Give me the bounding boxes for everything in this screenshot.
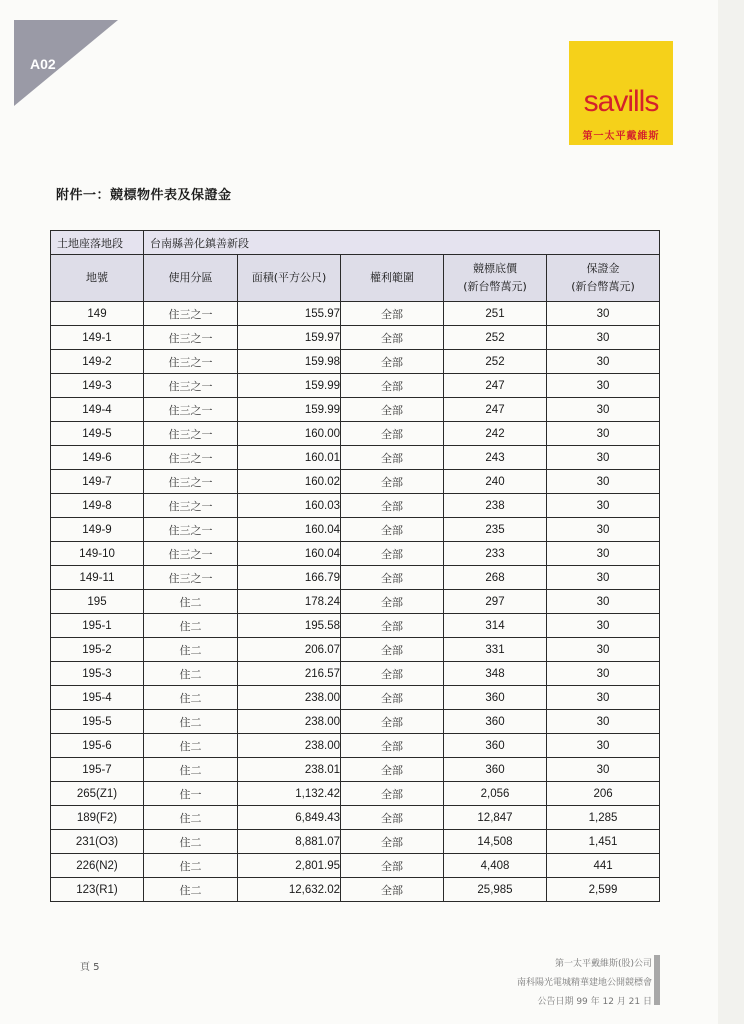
cell-deposit: 30	[547, 374, 660, 398]
cell-base-price: 360	[444, 758, 547, 782]
cell-base-price: 247	[444, 398, 547, 422]
cell-zoning: 住三之一	[144, 566, 238, 590]
table-row	[51, 614, 660, 638]
cell-area: 166.79	[238, 566, 341, 590]
cell-base-price: 247	[444, 374, 547, 398]
location-value: 台南縣善化鎮善新段	[144, 231, 660, 255]
cell-area: 159.97	[238, 326, 341, 350]
cell-area: 160.04	[238, 542, 341, 566]
cell-lot-number: 265(Z1)	[51, 782, 144, 806]
cell-lot-number: 226(N2)	[51, 854, 144, 878]
footer	[517, 955, 652, 1012]
table-row	[51, 590, 660, 614]
cell-lot-number: 149-4	[51, 398, 144, 422]
cell-rights-scope: 全部	[341, 350, 444, 374]
table-row	[51, 734, 660, 758]
cell-lot-number: 195-1	[51, 614, 144, 638]
cell-lot-number: 123(R1)	[51, 878, 144, 902]
cell-lot-number: 231(O3)	[51, 830, 144, 854]
cell-rights-scope: 全部	[341, 734, 444, 758]
cell-deposit: 30	[547, 398, 660, 422]
table-row	[51, 854, 660, 878]
cell-lot-number: 195	[51, 590, 144, 614]
cell-deposit: 30	[547, 686, 660, 710]
cell-base-price: 297	[444, 590, 547, 614]
cell-deposit: 30	[547, 446, 660, 470]
cell-deposit: 30	[547, 422, 660, 446]
table-row	[51, 542, 660, 566]
cell-area: 159.98	[238, 350, 341, 374]
cell-zoning: 住二	[144, 854, 238, 878]
cell-deposit: 30	[547, 350, 660, 374]
cell-rights-scope: 全部	[341, 710, 444, 734]
cell-area: 238.00	[238, 686, 341, 710]
cell-base-price: 233	[444, 542, 547, 566]
cell-area: 6,849.43	[238, 806, 341, 830]
cell-zoning: 住三之一	[144, 494, 238, 518]
cell-area: 160.01	[238, 446, 341, 470]
cell-area: 159.99	[238, 374, 341, 398]
savills-logo	[569, 41, 673, 145]
cell-rights-scope: 全部	[341, 470, 444, 494]
bid-table	[50, 230, 660, 902]
location-row	[51, 231, 660, 255]
cell-zoning: 住三之一	[144, 518, 238, 542]
table-row	[51, 638, 660, 662]
cell-lot-number: 195-7	[51, 758, 144, 782]
table-row	[51, 686, 660, 710]
cell-lot-number: 195-4	[51, 686, 144, 710]
cell-area: 12,632.02	[238, 878, 341, 902]
cell-rights-scope: 全部	[341, 782, 444, 806]
cell-deposit: 30	[547, 302, 660, 326]
cell-rights-scope: 全部	[341, 446, 444, 470]
table-row	[51, 566, 660, 590]
cell-base-price: 360	[444, 710, 547, 734]
table-row	[51, 830, 660, 854]
cell-rights-scope: 全部	[341, 590, 444, 614]
cell-zoning: 住二	[144, 758, 238, 782]
cell-area: 160.00	[238, 422, 341, 446]
cell-deposit: 2,599	[547, 878, 660, 902]
cell-deposit: 30	[547, 614, 660, 638]
cell-rights-scope: 全部	[341, 806, 444, 830]
cell-deposit: 30	[547, 758, 660, 782]
cell-rights-scope: 全部	[341, 830, 444, 854]
cell-lot-number: 149-1	[51, 326, 144, 350]
cell-deposit: 30	[547, 518, 660, 542]
cell-deposit: 441	[547, 854, 660, 878]
table-row	[51, 494, 660, 518]
cell-rights-scope: 全部	[341, 662, 444, 686]
cell-rights-scope: 全部	[341, 854, 444, 878]
cell-zoning: 住二	[144, 614, 238, 638]
cell-rights-scope: 全部	[341, 758, 444, 782]
cell-zoning: 住三之一	[144, 422, 238, 446]
cell-area: 2,801.95	[238, 854, 341, 878]
cell-deposit: 30	[547, 542, 660, 566]
logo-brand: savills	[583, 85, 659, 118]
cell-zoning: 住三之一	[144, 374, 238, 398]
cell-lot-number: 149-8	[51, 494, 144, 518]
cell-rights-scope: 全部	[341, 398, 444, 422]
cell-rights-scope: 全部	[341, 878, 444, 902]
table-row	[51, 710, 660, 734]
cell-base-price: 235	[444, 518, 547, 542]
header-area: 面積(平方公尺)	[238, 255, 341, 302]
cell-base-price: 360	[444, 686, 547, 710]
cell-rights-scope: 全部	[341, 566, 444, 590]
footer-bar	[654, 955, 660, 1005]
cell-area: 155.97	[238, 302, 341, 326]
table-row	[51, 350, 660, 374]
cell-rights-scope: 全部	[341, 614, 444, 638]
cell-lot-number: 149-5	[51, 422, 144, 446]
table-row	[51, 878, 660, 902]
cell-base-price: 252	[444, 350, 547, 374]
cell-base-price: 14,508	[444, 830, 547, 854]
cell-area: 160.04	[238, 518, 341, 542]
cell-area: 1,132.42	[238, 782, 341, 806]
cell-area: 178.24	[238, 590, 341, 614]
cell-base-price: 12,847	[444, 806, 547, 830]
footer-date: 公告日期 99 年 12 月 21 日	[537, 997, 652, 1007]
cell-lot-number: 149-2	[51, 350, 144, 374]
cell-zoning: 住二	[144, 830, 238, 854]
cell-base-price: 240	[444, 470, 547, 494]
cell-rights-scope: 全部	[341, 518, 444, 542]
table-row	[51, 422, 660, 446]
cell-area: 206.07	[238, 638, 341, 662]
cell-rights-scope: 全部	[341, 302, 444, 326]
table-row	[51, 326, 660, 350]
table-row	[51, 446, 660, 470]
table-row	[51, 398, 660, 422]
cell-base-price: 251	[444, 302, 547, 326]
cell-lot-number: 149	[51, 302, 144, 326]
cell-base-price: 252	[444, 326, 547, 350]
cell-zoning: 住二	[144, 662, 238, 686]
table-row	[51, 374, 660, 398]
cell-zoning: 住三之一	[144, 398, 238, 422]
cell-zoning: 住二	[144, 734, 238, 758]
header-deposit: 保證金 (新台幣萬元)	[547, 255, 660, 302]
page-edge	[718, 0, 744, 1024]
cell-lot-number: 149-11	[51, 566, 144, 590]
cell-lot-number: 149-3	[51, 374, 144, 398]
cell-rights-scope: 全部	[341, 686, 444, 710]
cell-lot-number: 189(F2)	[51, 806, 144, 830]
cell-base-price: 25,985	[444, 878, 547, 902]
table-row	[51, 806, 660, 830]
cell-deposit: 30	[547, 590, 660, 614]
cell-lot-number: 195-3	[51, 662, 144, 686]
cell-zoning: 住三之一	[144, 542, 238, 566]
cell-rights-scope: 全部	[341, 374, 444, 398]
cell-rights-scope: 全部	[341, 542, 444, 566]
cell-lot-number: 149-10	[51, 542, 144, 566]
cell-zoning: 住三之一	[144, 302, 238, 326]
table-row	[51, 302, 660, 326]
header-base-price: 競標底價 (新台幣萬元)	[444, 255, 547, 302]
cell-area: 160.02	[238, 470, 341, 494]
cell-deposit: 30	[547, 734, 660, 758]
cell-area: 216.57	[238, 662, 341, 686]
cell-area: 160.03	[238, 494, 341, 518]
cell-zoning: 住三之一	[144, 326, 238, 350]
cell-deposit: 30	[547, 710, 660, 734]
footer-company: 第一太平戴維斯(股)公司	[554, 959, 652, 969]
header-row	[51, 255, 660, 302]
cell-deposit: 30	[547, 662, 660, 686]
cell-zoning: 住二	[144, 686, 238, 710]
cell-rights-scope: 全部	[341, 326, 444, 350]
cell-lot-number: 195-2	[51, 638, 144, 662]
cell-base-price: 238	[444, 494, 547, 518]
table-row	[51, 518, 660, 542]
cell-area: 238.01	[238, 758, 341, 782]
cell-base-price: 360	[444, 734, 547, 758]
cell-deposit: 30	[547, 470, 660, 494]
cell-lot-number: 195-5	[51, 710, 144, 734]
cell-zoning: 住三之一	[144, 470, 238, 494]
cell-deposit: 1,285	[547, 806, 660, 830]
cell-base-price: 348	[444, 662, 547, 686]
table-row	[51, 662, 660, 686]
cell-area: 195.58	[238, 614, 341, 638]
cell-deposit: 206	[547, 782, 660, 806]
cell-lot-number: 149-9	[51, 518, 144, 542]
header-rights-scope: 權利範圍	[341, 255, 444, 302]
header-lot-number: 地號	[51, 255, 144, 302]
location-label: 土地座落地段	[51, 231, 144, 255]
table-row	[51, 782, 660, 806]
cell-lot-number: 149-7	[51, 470, 144, 494]
cell-base-price: 242	[444, 422, 547, 446]
cell-base-price: 268	[444, 566, 547, 590]
cell-deposit: 30	[547, 638, 660, 662]
corner-tag	[14, 20, 118, 106]
cell-base-price: 314	[444, 614, 547, 638]
document-title: 附件一：競標物件表及保證金	[56, 188, 232, 203]
cell-zoning: 住二	[144, 806, 238, 830]
cell-area: 238.00	[238, 734, 341, 758]
cell-rights-scope: 全部	[341, 638, 444, 662]
footer-event: 南科陽光電城精華建地公開競標會	[516, 978, 652, 988]
corner-tag-label: A02	[30, 56, 56, 72]
cell-zoning: 住二	[144, 878, 238, 902]
cell-zoning: 住三之一	[144, 350, 238, 374]
cell-base-price: 243	[444, 446, 547, 470]
cell-area: 159.99	[238, 398, 341, 422]
cell-deposit: 1,451	[547, 830, 660, 854]
cell-area: 8,881.07	[238, 830, 341, 854]
header-zoning: 使用分區	[144, 255, 238, 302]
logo-subtitle: 第一太平戴維斯	[582, 131, 660, 142]
cell-rights-scope: 全部	[341, 422, 444, 446]
table-row	[51, 758, 660, 782]
cell-rights-scope: 全部	[341, 494, 444, 518]
cell-base-price: 331	[444, 638, 547, 662]
cell-base-price: 4,408	[444, 854, 547, 878]
cell-zoning: 住二	[144, 638, 238, 662]
cell-base-price: 2,056	[444, 782, 547, 806]
cell-lot-number: 195-6	[51, 734, 144, 758]
cell-deposit: 30	[547, 326, 660, 350]
cell-zoning: 住三之一	[144, 446, 238, 470]
table-row	[51, 470, 660, 494]
cell-zoning: 住一	[144, 782, 238, 806]
cell-zoning: 住二	[144, 590, 238, 614]
cell-lot-number: 149-6	[51, 446, 144, 470]
cell-area: 238.00	[238, 710, 341, 734]
cell-deposit: 30	[547, 494, 660, 518]
cell-deposit: 30	[547, 566, 660, 590]
cell-zoning: 住二	[144, 710, 238, 734]
page-number: 頁 5	[80, 962, 100, 973]
